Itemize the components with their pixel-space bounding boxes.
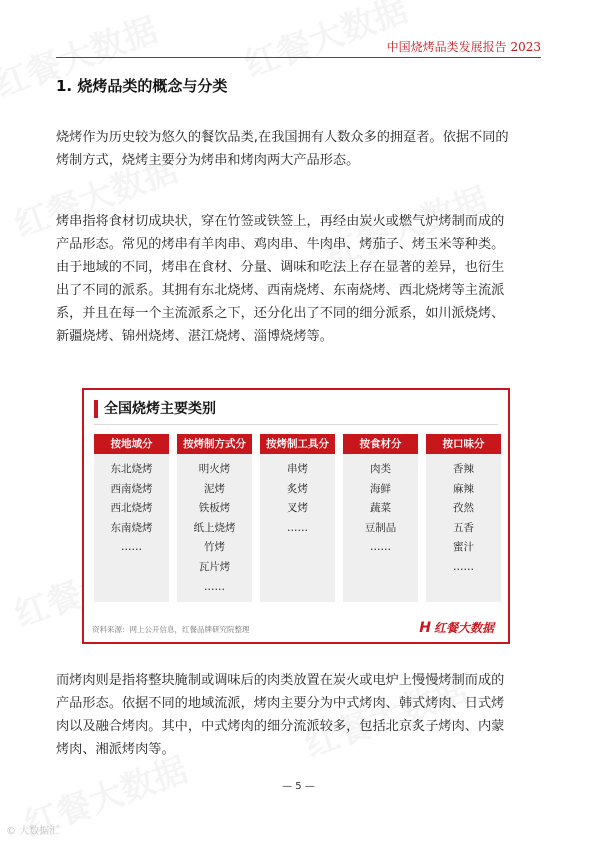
column-item: 西南烧烤 [110, 482, 153, 495]
header-divider [56, 57, 541, 58]
figure-title-accent [94, 400, 98, 418]
column-item: 东南烧烤 [110, 521, 153, 534]
column-item: 纸上烧烤 [193, 521, 236, 534]
category-column [343, 434, 418, 602]
column-item: 泥烤 [204, 482, 225, 495]
paragraph-line: 系，并且在每一个主流派系之下，还分化出了不同的细分派系，如川派烧烤、 [56, 306, 505, 321]
paragraph-line: 产品形态。常见的烤串有羊肉串、鸡肉串、牛肉串、烤茄子、烤玉米等种类。 [56, 237, 505, 252]
column-item: …… [453, 560, 474, 573]
section-title: 1. 烧烤品类的概念与分类 [56, 77, 228, 95]
column-item: 瓦片烤 [198, 560, 231, 573]
column-item: 孜然 [453, 502, 474, 515]
column-header: 按烤制工具分 [260, 434, 335, 454]
column-header: 按烤制方式分 [177, 434, 252, 454]
column-item: 叉烤 [287, 502, 308, 515]
paragraph-line: 肉以及融合烤肉。其中，中式烤肉的细分流派较多，包括北京炙子烤肉、内蒙 [56, 719, 505, 734]
category-figure [82, 388, 510, 644]
column-item: 东北烧烤 [110, 463, 153, 475]
category-column [177, 434, 252, 602]
report-title: 中国烧烤品类发展报告 2023 [386, 40, 541, 54]
paragraph-2 [56, 210, 544, 348]
figure-title-divider [94, 424, 498, 425]
column-header: 按口味分 [426, 434, 501, 454]
column-item: 豆制品 [364, 521, 397, 534]
paragraph-line: 出了不同的派系。其拥有东北烧烤、西南烧烤、东南烧烤、西北烧烤等主流派 [56, 283, 505, 298]
column-item: 炙烤 [287, 482, 308, 495]
paragraph-line: 烤肉、湘派烤肉等。 [56, 742, 175, 757]
column-item: 蜜汁 [453, 541, 474, 554]
paragraph-line: 而烤肉则是指将整块腌制或调味后的肉类放置在炭火或电炉上慢慢烤制而成的 [56, 673, 505, 688]
paragraph-1 [56, 126, 544, 172]
paragraph-line: 由于地域的不同，烤串在食材、分量、调味和吃法上存在显著的差异，也衍生 [56, 260, 505, 275]
paragraph-line: 烤串指将食材切成块状，穿在竹签或铁签上，再经由炭火或燃气炉烤制而成的 [56, 214, 505, 229]
category-column [94, 434, 169, 602]
figure-title: 全国烧烤主要类别 [104, 401, 216, 417]
column-item: 铁板烤 [198, 502, 231, 515]
category-column [426, 434, 501, 602]
paragraph-line: 烧烤作为历史较为悠久的餐饮品类,在我国拥有人数众多的拥趸者。依据不同的 [56, 130, 509, 145]
category-column [260, 434, 335, 602]
column-item: …… [287, 521, 308, 534]
column-item: 肉类 [370, 463, 391, 475]
column-item: 海鲜 [370, 482, 391, 495]
column-item: 西北烧烤 [110, 502, 153, 515]
column-item: 麻辣 [453, 482, 474, 495]
brand-logo-icon: H [419, 619, 431, 636]
figure-source-note: 资料来源：网上公开信息，红餐品牌研究院整理 [92, 625, 250, 634]
paragraph-line: 产品形态。依据不同的地域流派，烤肉主要分为中式烤肉、韩式烤肉、日式烤 [56, 696, 505, 711]
column-item: 串烤 [287, 463, 308, 475]
paragraph-line: 新疆烧烤、锦州烧烤、湛江烧烤、淄博烧烤等。 [56, 329, 333, 344]
column-item: …… [370, 541, 391, 554]
page-number: — 5 — [282, 781, 315, 792]
column-item: …… [204, 580, 225, 593]
column-item: 香辣 [453, 463, 474, 475]
footer-watermark: © 大数据汇 [6, 826, 60, 837]
brand-logo-text: 红餐大数据 [433, 621, 494, 635]
column-item: 蔬菜 [370, 502, 391, 515]
paragraph-3 [56, 669, 544, 761]
paragraph-line: 烤制方式，烧烤主要分为烤串和烤肉两大产品形态。 [56, 153, 360, 168]
column-header: 按地域分 [94, 434, 169, 454]
column-item: 明火烤 [198, 463, 231, 475]
column-item: …… [121, 541, 142, 554]
column-item: 五香 [453, 521, 474, 534]
column-header: 按食材分 [343, 434, 418, 454]
brand-logo [419, 619, 494, 636]
column-item: 竹烤 [204, 541, 225, 554]
